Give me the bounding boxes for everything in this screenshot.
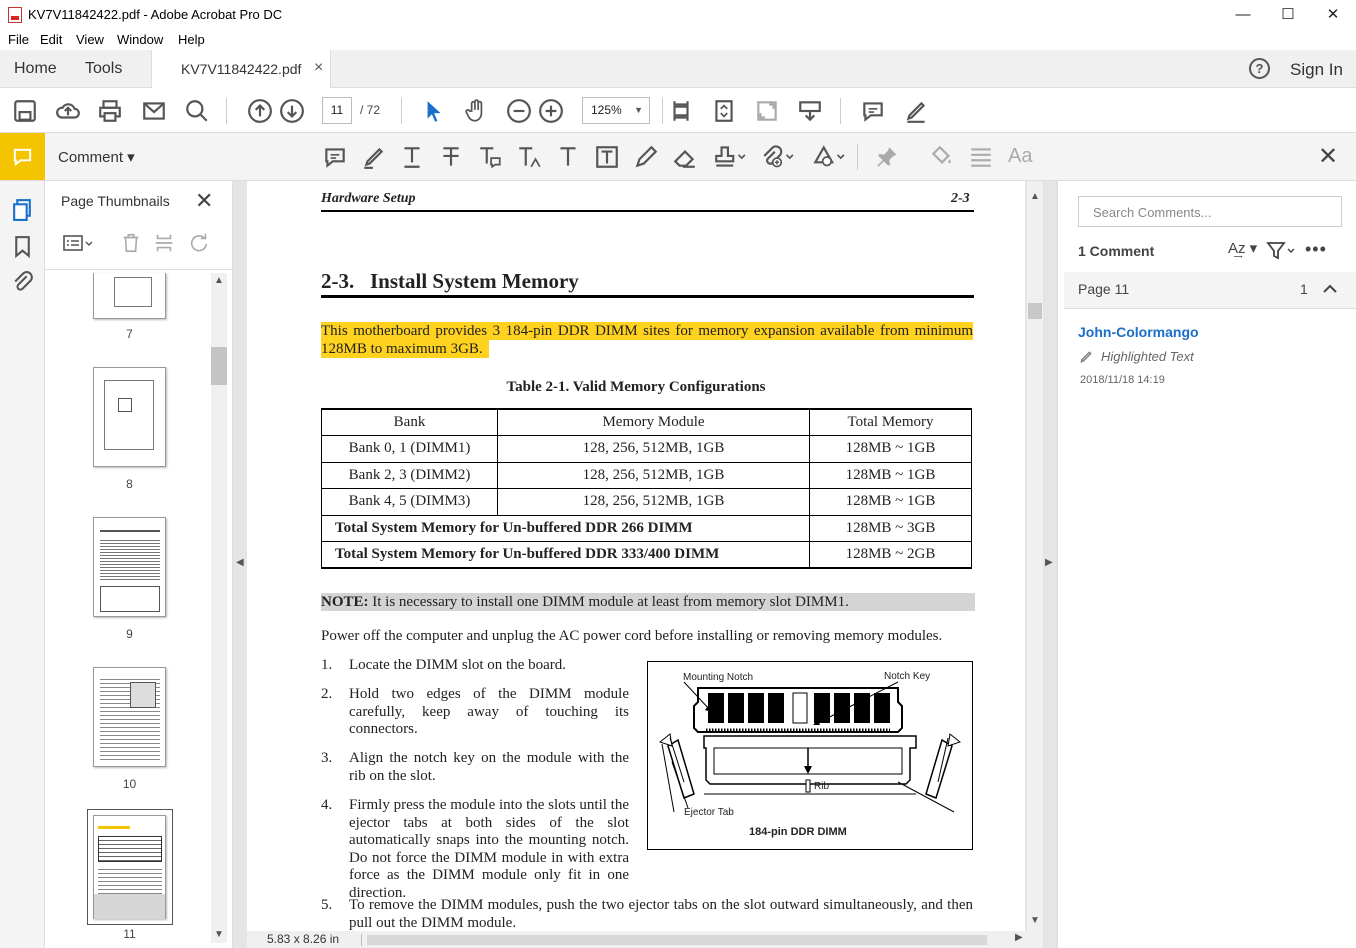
comment-author: John-Colormango [1078,324,1199,340]
help-icon[interactable]: ? [1249,58,1270,79]
step-number: 5. [321,897,333,913]
replace-text-icon[interactable] [477,144,503,170]
comment-bubble-icon[interactable] [860,98,886,124]
highlighted-text: This motherboard provides 3 184-pin DDR DIMM sites for memory expansion available from minimum 128MB to maximum 3GB. [321,323,973,357]
table-cell: 128MB ~ 3GB [810,515,972,542]
memory-config-table [321,408,972,569]
main-toolbar [0,88,1356,133]
table-cell: Total System Memory for Un-buffered DDR 333/400 DIMM [322,542,810,569]
scroll-down-icon[interactable]: ▼ [1030,915,1040,926]
step-number: 3. [321,750,333,766]
menu-edit[interactable]: Edit [40,32,63,47]
page-total: / 72 [360,103,381,117]
header-cell: Memory Module [498,409,810,436]
step-number: 4. [321,797,333,813]
note-text: It is necessary to install one DIMM module at least from memory slot DIMM1. [368,594,849,610]
font-size-icon[interactable]: Aa [1008,145,1033,167]
select-cursor-icon[interactable] [420,98,446,124]
document-viewer [233,181,1057,948]
table-total-row [322,515,972,542]
table-title: Table 2-1. Valid Memory Configurations [506,379,766,395]
page-group-header[interactable] [1064,272,1356,308]
cloud-upload-icon[interactable] [55,98,81,124]
table-header-row [322,409,972,436]
step-number: 1. [321,657,333,673]
document-tab-label: KV7V11842422.pdf [181,61,302,77]
strikethrough-icon[interactable] [438,144,464,170]
thumbnail-label: 10 [122,777,137,791]
table-cell: 128MB ~ 1GB [810,436,972,463]
scrolling-mode-icon[interactable] [668,98,694,124]
table-cell: 128MB ~ 1GB [810,489,972,516]
pdf-page [247,181,1025,931]
horizontal-scroll-thumb[interactable] [367,935,987,945]
zoom-out-icon[interactable] [506,98,532,124]
print-icon[interactable] [97,98,123,124]
table-cell: Bank 4, 5 (DIMM3) [322,489,498,516]
sticky-note-icon[interactable] [322,144,348,170]
page-number: 2-3 [951,191,970,206]
header-cell: Bank [322,409,498,436]
menu-file[interactable]: File [8,32,29,47]
figure-label: Notch Key [884,671,931,682]
header-cell: Total Memory [810,409,972,436]
stamp-icon[interactable] [712,144,746,170]
scroll-down-icon[interactable]: ▼ [214,929,224,940]
hand-tool-icon[interactable] [463,98,489,124]
close-panel-icon[interactable]: ✕ [195,188,214,213]
table-row [322,436,972,463]
pdf-file-icon [8,7,22,23]
table-cell: 128MB ~ 2GB [810,542,972,569]
minimize-button[interactable]: — [1235,6,1251,23]
step-text: To remove the DIMM modules, push the two ejector tabs on the slot outward simultaneously, and then pull out the DIMM module. [349,897,973,931]
panel-title: Page Thumbnails [61,193,170,209]
tab-home[interactable]: Home [14,60,57,77]
previous-page-icon[interactable] [247,98,273,124]
extract-pages-icon[interactable] [153,231,175,255]
table-cell: Bank 0, 1 (DIMM1) [322,436,498,463]
underline-text-icon[interactable] [399,144,425,170]
maximize-button[interactable]: ☐ [1281,6,1295,23]
document-scrollbar[interactable] [1027,181,1043,931]
status-bar [247,931,1043,948]
page-thumbnail-10[interactable] [93,667,166,767]
page-group-label: Page 11 [1078,281,1130,297]
comment-toolbar [0,133,1356,181]
page-size-label: 5.83 x 8.26 in [267,932,340,946]
tab-document[interactable] [151,50,331,88]
save-icon[interactable] [12,98,38,124]
menu-view[interactable]: View [76,32,104,47]
scroll-up-icon[interactable]: ▲ [214,275,224,286]
highlight-pen-icon [1078,349,1094,365]
table-cell: Total System Memory for Un-buffered DDR 266 DIMM [322,515,810,542]
delete-page-icon[interactable] [120,231,142,255]
dimm-diagram [648,662,972,849]
scroll-thumb[interactable] [1028,303,1042,319]
step-text: Locate the DIMM slot on the board. [349,657,567,673]
tab-tools[interactable]: Tools [85,60,123,77]
filter-icon[interactable] [1266,241,1296,261]
read-mode-icon[interactable] [797,98,823,124]
step-number: 2. [321,686,333,702]
figure-caption: 184-pin DDR DIMM [749,826,847,838]
menu-bar [0,30,1356,50]
power-instruction: Power off the computer and unplug the AC power cord before installing or removing memory modules. [321,628,943,644]
close-tab-icon[interactable]: × [314,59,324,76]
page-thumbnail-8[interactable] [93,367,166,467]
rotate-view-icon[interactable] [711,98,737,124]
scroll-thumb[interactable] [211,347,227,385]
panel-divider [45,269,233,270]
tab-bar [0,50,1356,88]
comment-type: Highlighted Text [1101,349,1194,364]
bookmark-icon[interactable] [10,234,35,259]
toolbar-divider [401,98,402,124]
zoom-value: 125% [591,103,622,117]
insert-text-icon[interactable] [516,144,542,170]
close-comment-tool-icon[interactable]: ✕ [1318,143,1339,170]
comments-panel [1057,181,1356,948]
comment-tool-active[interactable] [0,133,45,180]
search-icon[interactable] [184,98,210,124]
figure-label: Mounting Notch [683,672,754,683]
comment-card[interactable] [1064,308,1356,398]
line-width-icon[interactable] [968,144,994,170]
table-cell: 128MB ~ 1GB [810,462,972,489]
sort-icon[interactable]: A͢z ▾ [1228,240,1258,257]
section-rule [321,295,974,298]
table-total-row [322,542,972,569]
dimm-figure [647,661,973,850]
note-label: NOTE: [321,594,369,610]
rotate-page-icon[interactable] [188,231,210,255]
eraser-icon[interactable] [672,144,698,170]
table-cell: 128, 256, 512MB, 1GB [498,462,810,489]
menu-window[interactable]: Window [117,32,164,47]
table-cell: 128, 256, 512MB, 1GB [498,436,810,463]
comment-icon [10,145,35,168]
search-comments-input[interactable]: Search Comments... [1078,196,1342,227]
note-box [321,593,975,611]
chevron-down-icon: ▼ [634,105,643,115]
thumbnail-label: 8 [126,477,133,491]
thumbnail-label: 7 [126,327,133,341]
zoom-select[interactable] [582,97,650,124]
highlighted-paragraph[interactable] [321,322,973,358]
section-title: 2-3. Install System Memory [321,269,579,293]
pen-sign-icon[interactable] [903,98,929,124]
page-thumbnails-icon[interactable] [10,197,35,222]
navigation-rail [0,181,45,948]
comment-count: 1 Comment [1078,243,1155,259]
add-text-icon[interactable] [555,144,581,170]
window-title: KV7V11842422.pdf - Adobe Acrobat Pro DC [28,7,283,22]
comment-timestamp: 2018/11/18 14:19 [1080,374,1165,386]
figure-label: Rib [814,781,830,792]
drawing-tools-icon[interactable] [811,144,845,170]
sign-in-link[interactable]: Sign In [1290,60,1343,79]
table-cell: Bank 2, 3 (DIMM2) [322,462,498,489]
thumbnail-label: 9 [126,627,133,641]
chevron-up-icon[interactable] [1322,283,1338,295]
step-text: Hold two edges of the DIMM module carefully, keep away of touching its connectors. [349,686,629,737]
toolbar-divider [857,144,858,170]
collapse-left-panel-icon[interactable]: ◀ [236,557,244,568]
text-box-icon[interactable] [594,144,620,170]
page-group-count: 1 [1300,281,1308,297]
page-number-input[interactable]: 11 [322,97,352,124]
attach-file-icon[interactable] [760,144,794,170]
figure-label: Ejector Tab [684,807,734,818]
step-text: Firmly press the module into the slots until the ejector tabs at both sides of the slot automatically snaps into the mounting notch. Do not force the DIMM module in with extra force as the DIMM module only fit in one direction. [349,797,629,901]
table-row [322,489,972,516]
next-page-icon[interactable] [279,98,305,124]
title-bar [0,0,1356,30]
running-header: Hardware Setup [321,191,416,206]
page-thumbnail-7[interactable] [93,273,166,319]
page-thumbnail-9[interactable] [93,517,166,617]
zoom-in-icon[interactable] [538,98,564,124]
toolbar-divider [226,98,227,124]
scroll-right-icon[interactable]: ▶ [1015,932,1023,943]
page-thumbnail-11[interactable] [93,815,166,919]
pencil-draw-icon[interactable] [633,144,659,170]
comment-dropdown[interactable]: Comment ▾ [58,149,135,166]
close-window-button[interactable]: ✕ [1326,6,1340,23]
header-rule [321,210,974,212]
scroll-up-icon[interactable]: ▲ [1030,191,1040,202]
toolbar-divider [662,98,663,124]
step-text: Align the notch key on the module with the rib on the slot. [349,750,629,784]
attachment-icon[interactable] [10,270,35,295]
toolbar-divider [840,98,841,124]
thumbnail-options-icon[interactable] [63,233,95,253]
thumbnail-scrollbar[interactable] [211,273,227,943]
page-thumbnails-panel [45,181,233,948]
fill-color-icon[interactable] [929,144,955,170]
email-icon[interactable] [141,98,167,124]
menu-help[interactable]: Help [178,32,205,47]
table-cell: 128, 256, 512MB, 1GB [498,489,810,516]
table-row [322,462,972,489]
full-screen-icon[interactable] [754,98,780,124]
more-options-icon[interactable]: ••• [1305,239,1327,259]
highlight-text-icon[interactable] [361,144,387,170]
expand-right-panel-icon[interactable]: ▶ [1045,557,1053,568]
pin-icon[interactable] [874,144,900,170]
thumbnail-label: 11 [123,927,136,941]
